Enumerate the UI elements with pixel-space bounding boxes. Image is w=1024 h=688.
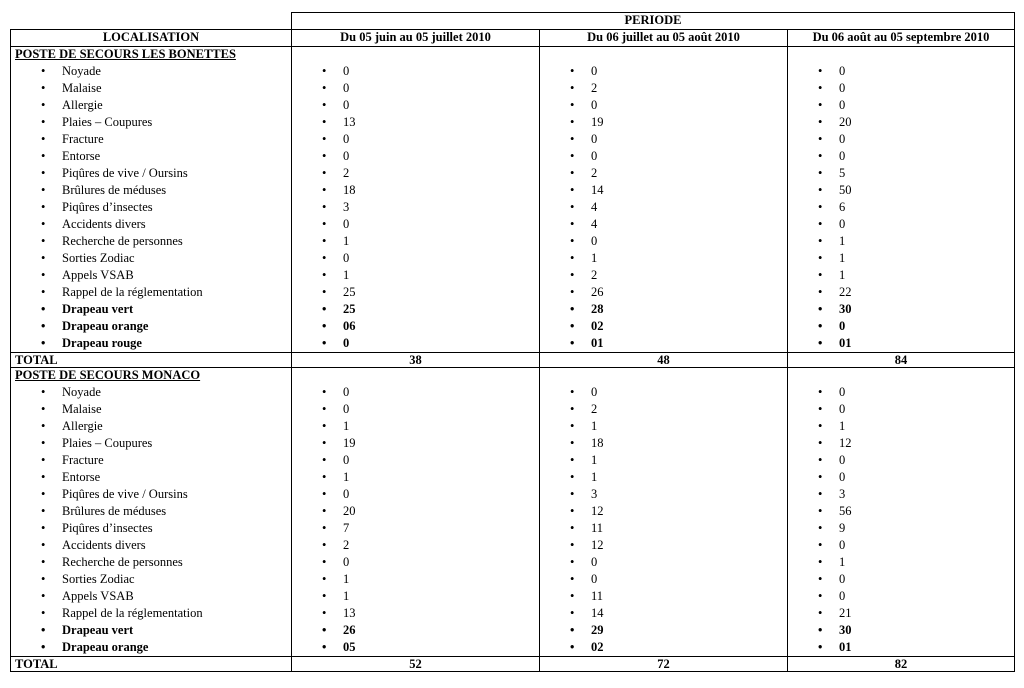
section-spacer [788,47,1014,63]
incident-value-item: • 0 [540,233,787,250]
incident-value-item: • 26 [292,622,539,639]
incident-type-item: • Sorties Zodiac [11,250,291,267]
incident-value-item: • 1 [292,588,539,605]
incident-value-item: • 0 [292,452,539,469]
incident-value-list [788,63,1014,352]
period-values-cell [788,47,1015,353]
incident-type-item: • Drapeau orange [11,318,291,335]
section-row [11,47,1015,353]
incident-value-item: • 02 [540,318,787,335]
total-value: 48 [540,353,788,368]
incident-type-item: • Appels VSAB [11,267,291,284]
total-value: 52 [292,657,540,672]
incident-value-item: • 12 [540,537,787,554]
incident-type-item: • Malaise [11,401,291,418]
incident-value-item: • 25 [292,301,539,318]
incident-value-item: • 22 [788,284,1014,301]
incident-value-item: • 0 [292,216,539,233]
incident-value-item: • 0 [788,216,1014,233]
header-period-3: Du 06 août au 05 septembre 2010 [788,30,1015,47]
section-row [11,368,1015,657]
header-row-periode [11,13,1015,30]
incident-value-item: • 0 [788,384,1014,401]
incident-type-item: • Sorties Zodiac [11,571,291,588]
period-values-cell [540,47,788,353]
incident-value-item: • 2 [292,537,539,554]
incident-type-item: • Drapeau vert [11,622,291,639]
section-spacer [292,368,539,384]
section-location-cell [11,368,292,657]
incident-value-item: • 0 [788,469,1014,486]
incident-value-item: • 01 [788,335,1014,352]
incident-value-item: • 18 [292,182,539,199]
header-blank-cell [11,13,292,30]
incident-type-item: • Piqûres d’insectes [11,199,291,216]
period-values-cell [788,368,1015,657]
incident-type-item: • Allergie [11,97,291,114]
incident-type-item: • Piqûres de vive / Oursins [11,486,291,503]
incident-value-item: • 29 [540,622,787,639]
incident-value-item: • 14 [540,605,787,622]
incident-type-item: • Entorse [11,469,291,486]
incident-value-item: • 1 [788,267,1014,284]
incident-value-item: • 0 [788,80,1014,97]
incident-type-item: • Drapeau rouge [11,335,291,352]
incident-value-item: • 0 [540,571,787,588]
incident-value-item: • 0 [292,80,539,97]
header-periode: PERIODE [292,13,1015,30]
header-localisation: LOCALISATION [11,30,292,47]
section-spacer [540,368,787,384]
incident-type-item: • Noyade [11,384,291,401]
incident-value-item: • 5 [788,165,1014,182]
incident-type-item: • Drapeau vert [11,301,291,318]
incident-type-item: • Rappel de la réglementation [11,605,291,622]
incident-value-item: • 0 [292,148,539,165]
incident-value-item: • 2 [540,80,787,97]
incident-value-item: • 25 [292,284,539,301]
incident-value-item: • 0 [788,131,1014,148]
incident-value-item: • 1 [292,267,539,284]
incident-value-item: • 30 [788,301,1014,318]
incident-value-item: • 0 [788,571,1014,588]
incident-value-item: • 1 [292,233,539,250]
section-title: POSTE DE SECOURS LES BONETTES [15,47,236,61]
incident-value-item: • 0 [292,97,539,114]
incident-value-item: • 14 [540,182,787,199]
total-row [11,657,1015,672]
incident-type-item: • Brûlures de méduses [11,182,291,199]
incident-value-list [292,384,539,656]
incident-value-item: • 0 [788,318,1014,335]
incident-value-item: • 19 [292,435,539,452]
total-value: 82 [788,657,1015,672]
incident-value-item: • 0 [292,401,539,418]
incident-value-item: • 0 [540,384,787,401]
incident-value-item: • 1 [788,250,1014,267]
incident-value-item: • 7 [292,520,539,537]
incident-value-item: • 21 [788,605,1014,622]
incident-value-item: • 1 [292,469,539,486]
period-values-cell [292,368,540,657]
incident-value-item: • 0 [292,335,539,352]
incident-value-item: • 0 [788,588,1014,605]
total-row [11,353,1015,368]
incident-value-item: • 0 [788,148,1014,165]
incident-type-item: • Malaise [11,80,291,97]
incident-type-item: • Plaies – Coupures [11,435,291,452]
incident-value-item: • 13 [292,114,539,131]
header-row-periods [11,30,1015,47]
incident-value-item: • 20 [788,114,1014,131]
incident-value-item: • 0 [540,148,787,165]
incident-type-list [11,63,291,352]
incident-value-item: • 2 [292,165,539,182]
incident-value-item: • 1 [788,554,1014,571]
incident-value-item: • 1 [540,469,787,486]
incident-value-item: • 0 [292,131,539,148]
incident-value-item: • 1 [292,418,539,435]
section-location-cell [11,47,292,353]
incident-type-item: • Drapeau orange [11,639,291,656]
incident-value-item: • 0 [292,250,539,267]
section-spacer [788,368,1014,384]
incident-type-item: • Appels VSAB [11,588,291,605]
incident-value-item: • 3 [788,486,1014,503]
incident-value-item: • 0 [292,63,539,80]
incident-value-item: • 20 [292,503,539,520]
incident-value-item: • 1 [788,233,1014,250]
incident-value-item: • 30 [788,622,1014,639]
period-values-cell [540,368,788,657]
incident-value-item: • 56 [788,503,1014,520]
section-spacer [292,47,539,63]
incident-value-item: • 01 [788,639,1014,656]
incident-value-item: • 26 [540,284,787,301]
incident-type-item: • Fracture [11,452,291,469]
incident-value-list [540,63,787,352]
incident-value-item: • 6 [788,199,1014,216]
incident-value-item: • 0 [292,384,539,401]
incident-type-item: • Brûlures de méduses [11,503,291,520]
incident-value-item: • 2 [540,165,787,182]
header-period-2: Du 06 juillet au 05 août 2010 [540,30,788,47]
incident-type-item: • Noyade [11,63,291,80]
incident-value-item: • 0 [788,97,1014,114]
incident-type-item: • Accidents divers [11,537,291,554]
incident-value-item: • 12 [540,503,787,520]
incident-type-item: • Fracture [11,131,291,148]
incident-value-item: • 1 [540,250,787,267]
incident-value-item: • 0 [540,63,787,80]
incident-value-item: • 11 [540,520,787,537]
incident-value-item: • 0 [540,554,787,571]
incident-value-item: • 0 [788,63,1014,80]
incident-value-item: • 0 [788,537,1014,554]
total-label: TOTAL [11,657,292,672]
incident-value-item: • 1 [540,452,787,469]
incident-type-item: • Piqûres d’insectes [11,520,291,537]
incident-value-item: • 0 [292,554,539,571]
incident-type-item: • Accidents divers [11,216,291,233]
incident-value-item: • 0 [788,452,1014,469]
total-label: TOTAL [11,353,292,368]
incident-type-item: • Plaies – Coupures [11,114,291,131]
incident-value-item: • 2 [540,401,787,418]
incident-type-item: • Recherche de personnes [11,233,291,250]
incident-type-item: • Recherche de personnes [11,554,291,571]
incident-value-item: • 1 [788,418,1014,435]
incident-value-item: • 0 [292,486,539,503]
total-value: 38 [292,353,540,368]
period-values-cell [292,47,540,353]
incident-value-item: • 13 [292,605,539,622]
incident-value-item: • 0 [788,401,1014,418]
incident-value-item: • 06 [292,318,539,335]
incident-value-item: • 18 [540,435,787,452]
incident-value-item: • 50 [788,182,1014,199]
incident-value-list [788,384,1014,656]
header-period-1: Du 05 juin au 05 juillet 2010 [292,30,540,47]
section-spacer [540,47,787,63]
incident-type-item: • Rappel de la réglementation [11,284,291,301]
incident-value-item: • 28 [540,301,787,318]
total-value: 72 [540,657,788,672]
incident-value-item: • 3 [540,486,787,503]
incident-value-list [540,384,787,656]
incident-type-item: • Allergie [11,418,291,435]
statistics-document [10,12,1014,678]
incident-value-item: • 01 [540,335,787,352]
incident-value-item: • 3 [292,199,539,216]
rescue-statistics-table [10,12,1015,672]
incident-value-item: • 19 [540,114,787,131]
section-title: POSTE DE SECOURS MONACO [15,368,201,382]
incident-value-item: • 1 [540,418,787,435]
incident-type-list [11,384,291,656]
incident-value-item: • 05 [292,639,539,656]
incident-value-item: • 4 [540,199,787,216]
incident-value-item: • 4 [540,216,787,233]
incident-value-item: • 1 [292,571,539,588]
total-value: 84 [788,353,1015,368]
incident-value-item: • 2 [540,267,787,284]
incident-value-list [292,63,539,352]
incident-type-item: • Entorse [11,148,291,165]
incident-type-item: • Piqûres de vive / Oursins [11,165,291,182]
incident-value-item: • 11 [540,588,787,605]
incident-value-item: • 02 [540,639,787,656]
incident-value-item: • 0 [540,97,787,114]
incident-value-item: • 9 [788,520,1014,537]
incident-value-item: • 0 [540,131,787,148]
incident-value-item: • 12 [788,435,1014,452]
